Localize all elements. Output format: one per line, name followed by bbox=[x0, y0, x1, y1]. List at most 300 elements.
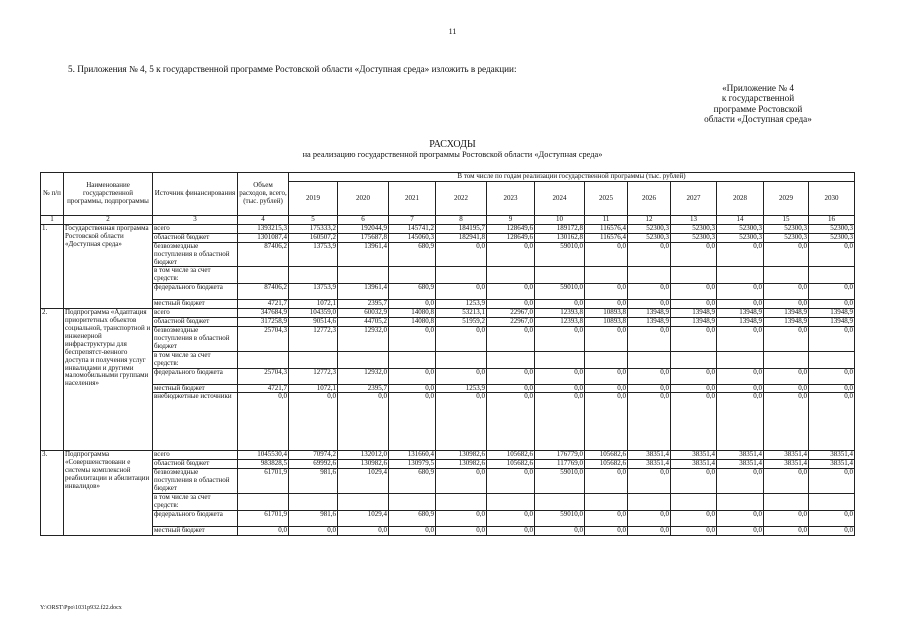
funding-source: федерального бюджета bbox=[153, 284, 238, 300]
year-value: 105682,6 bbox=[487, 451, 535, 460]
page-number: 11 bbox=[448, 27, 457, 36]
row-number: 2. bbox=[41, 309, 64, 451]
column-number: 8 bbox=[436, 216, 487, 225]
appendix-line: к государственной bbox=[721, 93, 795, 104]
year-value: 0,0 bbox=[764, 300, 809, 309]
header-year: 2026 bbox=[628, 182, 671, 216]
year-value: 0,0 bbox=[585, 393, 628, 451]
column-number: 13 bbox=[671, 216, 717, 225]
funding-source: безвозмездные поступления в областной бюджет bbox=[153, 469, 238, 494]
table-row bbox=[41, 326, 855, 351]
file-path-footer: Y:\ORST\Ppo\1031p932.f22.docx bbox=[40, 605, 122, 611]
funding-source: местный бюджет bbox=[153, 526, 238, 535]
total-value bbox=[238, 351, 289, 368]
year-value: 0,0 bbox=[585, 510, 628, 526]
year-value bbox=[338, 351, 389, 368]
funding-source: всего bbox=[153, 451, 238, 460]
funding-source: областной бюджет bbox=[153, 460, 238, 469]
year-value: 0,0 bbox=[535, 526, 585, 535]
year-value: 0,0 bbox=[585, 326, 628, 351]
year-value: 981,6 bbox=[289, 510, 338, 526]
program-name: Подпрограмма «Адаптация приоритетных объектов социальной, транспортной и инженерной инфраструктуры для беспрепятст-венного доступа и получения услуг инвалидами и другими маломобильными группами населения» bbox=[64, 309, 153, 451]
header-year: 2022 bbox=[436, 182, 487, 216]
column-number: 3 bbox=[153, 216, 238, 225]
year-value: 52300,3 bbox=[628, 233, 671, 242]
year-value: 0,0 bbox=[671, 469, 717, 494]
year-value bbox=[717, 351, 764, 368]
total-value: 347684,9 bbox=[238, 309, 289, 318]
program-name: Государственная программа Ростовской области «Доступная среда» bbox=[64, 224, 153, 308]
year-value: 130982,6 bbox=[436, 451, 487, 460]
year-value bbox=[628, 493, 671, 510]
year-value: 52300,3 bbox=[809, 233, 855, 242]
year-value: 175333,2 bbox=[289, 224, 338, 233]
appendix-line: области «Доступная среда» bbox=[704, 114, 812, 125]
year-value: 0,0 bbox=[717, 284, 764, 300]
year-value: 0,0 bbox=[535, 326, 585, 351]
year-value: 0,0 bbox=[628, 284, 671, 300]
year-value: 0,0 bbox=[671, 393, 717, 451]
year-value: 0,0 bbox=[585, 384, 628, 393]
column-number: 9 bbox=[487, 216, 535, 225]
year-value: 0,0 bbox=[487, 300, 535, 309]
total-value: 4721,7 bbox=[238, 384, 289, 393]
year-value: 13948,9 bbox=[764, 318, 809, 327]
table-row bbox=[41, 469, 855, 494]
year-value: 38351,4 bbox=[628, 451, 671, 460]
total-value: 983828,5 bbox=[238, 460, 289, 469]
year-value bbox=[389, 267, 436, 284]
year-value: 13948,9 bbox=[628, 318, 671, 327]
year-value: 69992,6 bbox=[289, 460, 338, 469]
year-value: 0,0 bbox=[487, 469, 535, 494]
year-value: 160507,2 bbox=[289, 233, 338, 242]
total-value bbox=[238, 493, 289, 510]
year-value: 0,0 bbox=[809, 510, 855, 526]
year-value bbox=[289, 493, 338, 510]
program-name: Подпрограмма «Совершенствовани е системы комплексной реабилитации и абилитации инвалидов» bbox=[64, 451, 153, 535]
year-value: 0,0 bbox=[338, 526, 389, 535]
year-value: 0,0 bbox=[671, 284, 717, 300]
year-value bbox=[671, 493, 717, 510]
year-value: 14080,8 bbox=[389, 318, 436, 327]
column-number: 7 bbox=[389, 216, 436, 225]
year-value: 0,0 bbox=[717, 393, 764, 451]
year-value: 0,0 bbox=[671, 384, 717, 393]
year-value: 175687,8 bbox=[338, 233, 389, 242]
year-value bbox=[436, 267, 487, 284]
year-value: 0,0 bbox=[764, 469, 809, 494]
year-value: 0,0 bbox=[717, 526, 764, 535]
column-number: 15 bbox=[764, 216, 809, 225]
year-value: 0,0 bbox=[671, 326, 717, 351]
year-value: 182941,8 bbox=[436, 233, 487, 242]
year-value bbox=[436, 493, 487, 510]
year-value: 680,9 bbox=[389, 284, 436, 300]
year-value: 0,0 bbox=[289, 526, 338, 535]
year-value: 0,0 bbox=[535, 384, 585, 393]
column-number: 12 bbox=[628, 216, 671, 225]
header-year: 2025 bbox=[585, 182, 628, 216]
year-value: 59010,0 bbox=[535, 284, 585, 300]
year-value bbox=[717, 267, 764, 284]
year-value: 38351,4 bbox=[809, 460, 855, 469]
year-value: 0,0 bbox=[585, 368, 628, 384]
year-value: 2395,7 bbox=[338, 300, 389, 309]
header-no: № п/п bbox=[41, 173, 64, 216]
year-value: 52300,3 bbox=[809, 224, 855, 233]
table-row bbox=[41, 267, 855, 284]
year-value: 70974,2 bbox=[289, 451, 338, 460]
funding-source: областной бюджет bbox=[153, 233, 238, 242]
year-value: 0,0 bbox=[764, 384, 809, 393]
funding-source: областной бюджет bbox=[153, 318, 238, 327]
year-value: 59010,0 bbox=[535, 469, 585, 494]
column-number: 1 bbox=[41, 216, 64, 225]
year-value: 0,0 bbox=[389, 526, 436, 535]
year-value bbox=[289, 267, 338, 284]
funding-source: в том числе за счет средств: bbox=[153, 493, 238, 510]
year-value: 0,0 bbox=[535, 393, 585, 451]
year-value: 0,0 bbox=[389, 384, 436, 393]
year-value: 0,0 bbox=[671, 526, 717, 535]
year-value bbox=[338, 267, 389, 284]
year-value bbox=[628, 267, 671, 284]
year-value: 0,0 bbox=[487, 384, 535, 393]
year-value: 44705,2 bbox=[338, 318, 389, 327]
year-value: 0,0 bbox=[764, 510, 809, 526]
year-value: 0,0 bbox=[389, 300, 436, 309]
year-value: 0,0 bbox=[717, 384, 764, 393]
year-value: 0,0 bbox=[628, 393, 671, 451]
intro-text: 5. Приложения № 4, 5 к государственной программе Ростовской области «Доступная среда» изложить в редакции: bbox=[68, 64, 517, 74]
table-row bbox=[41, 510, 855, 526]
total-value: 61701,9 bbox=[238, 469, 289, 494]
doc-title: РАСХОДЫ bbox=[429, 139, 476, 150]
year-value: 13948,9 bbox=[809, 309, 855, 318]
total-value: 87406,2 bbox=[238, 242, 289, 267]
doc-subtitle: на реализацию государственной программы Ростовской области «Доступная среда» bbox=[302, 150, 603, 159]
year-value: 0,0 bbox=[585, 469, 628, 494]
funding-source: безвозмездные поступления в областной бюджет bbox=[153, 326, 238, 351]
year-value: 1029,4 bbox=[338, 469, 389, 494]
funding-source: местный бюджет bbox=[153, 384, 238, 393]
table-row bbox=[41, 393, 855, 451]
year-value: 116576,4 bbox=[585, 224, 628, 233]
year-value: 0,0 bbox=[436, 510, 487, 526]
year-value: 14080,8 bbox=[389, 309, 436, 318]
table-row bbox=[41, 318, 855, 327]
year-value: 0,0 bbox=[535, 368, 585, 384]
header-year: 2027 bbox=[671, 182, 717, 216]
year-value bbox=[389, 493, 436, 510]
year-value: 22967,0 bbox=[487, 309, 535, 318]
year-value: 51959,2 bbox=[436, 318, 487, 327]
table-row bbox=[41, 451, 855, 460]
year-value: 59010,0 bbox=[535, 242, 585, 267]
year-value: 53213,1 bbox=[436, 309, 487, 318]
year-value bbox=[764, 351, 809, 368]
year-value: 0,0 bbox=[671, 510, 717, 526]
year-value: 22967,0 bbox=[487, 318, 535, 327]
year-value: 38351,4 bbox=[717, 451, 764, 460]
year-value: 1029,4 bbox=[338, 510, 389, 526]
year-value: 59010,0 bbox=[535, 510, 585, 526]
year-value: 105682,6 bbox=[585, 460, 628, 469]
table-row bbox=[41, 300, 855, 309]
year-value bbox=[535, 267, 585, 284]
total-value: 1393215,3 bbox=[238, 224, 289, 233]
year-value bbox=[389, 351, 436, 368]
year-value: 13948,9 bbox=[717, 309, 764, 318]
total-value: 317258,9 bbox=[238, 318, 289, 327]
year-value: 13961,4 bbox=[338, 284, 389, 300]
total-value: 4721,7 bbox=[238, 300, 289, 309]
year-value: 0,0 bbox=[809, 368, 855, 384]
table-row bbox=[41, 224, 855, 233]
year-value: 0,0 bbox=[436, 526, 487, 535]
year-value: 145060,3 bbox=[389, 233, 436, 242]
year-value: 0,0 bbox=[436, 326, 487, 351]
year-value: 52300,3 bbox=[671, 233, 717, 242]
year-value: 90514,6 bbox=[289, 318, 338, 327]
year-value: 128649,6 bbox=[487, 224, 535, 233]
year-value: 0,0 bbox=[487, 326, 535, 351]
year-value: 131660,4 bbox=[389, 451, 436, 460]
table-row bbox=[41, 242, 855, 267]
year-value: 0,0 bbox=[628, 300, 671, 309]
year-value: 0,0 bbox=[809, 300, 855, 309]
year-value: 13948,9 bbox=[628, 309, 671, 318]
table-row bbox=[41, 368, 855, 384]
header-year: 2028 bbox=[717, 182, 764, 216]
year-value: 189172,8 bbox=[535, 224, 585, 233]
header-row bbox=[41, 173, 855, 182]
year-value bbox=[628, 351, 671, 368]
column-number: 4 bbox=[238, 216, 289, 225]
funding-source: в том числе за счет средств: bbox=[153, 267, 238, 284]
appendix-line: программе Ростовской bbox=[713, 103, 803, 114]
year-value bbox=[535, 493, 585, 510]
year-value: 13753,9 bbox=[289, 242, 338, 267]
total-value: 1045530,4 bbox=[238, 451, 289, 460]
year-value bbox=[436, 351, 487, 368]
table-row bbox=[41, 493, 855, 510]
year-value: 1253,9 bbox=[436, 384, 487, 393]
year-value: 0,0 bbox=[764, 326, 809, 351]
year-value: 0,0 bbox=[764, 368, 809, 384]
year-value: 13948,9 bbox=[764, 309, 809, 318]
year-value: 0,0 bbox=[487, 393, 535, 451]
funding-source: в том числе за счет средств: bbox=[153, 351, 238, 368]
table-row bbox=[41, 233, 855, 242]
year-value: 38351,4 bbox=[671, 460, 717, 469]
column-number: 11 bbox=[585, 216, 628, 225]
year-value bbox=[585, 493, 628, 510]
total-value: 87406,2 bbox=[238, 284, 289, 300]
year-value: 0,0 bbox=[671, 300, 717, 309]
year-value: 0,0 bbox=[436, 469, 487, 494]
year-value: 0,0 bbox=[585, 526, 628, 535]
year-value: 0,0 bbox=[809, 284, 855, 300]
year-value: 0,0 bbox=[436, 393, 487, 451]
year-value: 13961,4 bbox=[338, 242, 389, 267]
table-row bbox=[41, 460, 855, 469]
year-value: 0,0 bbox=[487, 510, 535, 526]
year-value: 0,0 bbox=[389, 393, 436, 451]
year-value: 0,0 bbox=[717, 510, 764, 526]
year-value: 52300,3 bbox=[764, 224, 809, 233]
header-source: Источник финансирования bbox=[153, 173, 238, 216]
funding-source: местный бюджет bbox=[153, 300, 238, 309]
year-value: 0,0 bbox=[338, 393, 389, 451]
year-value: 12932,0 bbox=[338, 368, 389, 384]
year-value: 0,0 bbox=[809, 393, 855, 451]
year-value: 0,0 bbox=[628, 326, 671, 351]
column-number: 10 bbox=[535, 216, 585, 225]
year-value: 0,0 bbox=[628, 469, 671, 494]
year-value: 0,0 bbox=[628, 368, 671, 384]
table-row bbox=[41, 284, 855, 300]
year-value bbox=[671, 267, 717, 284]
funding-source: внебюджетные источники bbox=[153, 393, 238, 451]
year-value: 0,0 bbox=[389, 368, 436, 384]
year-value: 0,0 bbox=[628, 384, 671, 393]
year-value: 0,0 bbox=[585, 242, 628, 267]
total-value: 0,0 bbox=[238, 526, 289, 535]
year-value: 117769,0 bbox=[535, 460, 585, 469]
year-value: 0,0 bbox=[764, 242, 809, 267]
year-value: 0,0 bbox=[809, 384, 855, 393]
year-value: 38351,4 bbox=[628, 460, 671, 469]
expenses-table bbox=[40, 172, 855, 536]
year-value: 0,0 bbox=[764, 393, 809, 451]
year-value: 0,0 bbox=[585, 300, 628, 309]
year-value: 176779,0 bbox=[535, 451, 585, 460]
column-number: 14 bbox=[717, 216, 764, 225]
year-value bbox=[809, 493, 855, 510]
year-value: 38351,4 bbox=[764, 460, 809, 469]
funding-source: безвозмездные поступления в областной бюджет bbox=[153, 242, 238, 267]
year-value: 0,0 bbox=[389, 326, 436, 351]
year-value: 184195,7 bbox=[436, 224, 487, 233]
year-value: 130979,5 bbox=[389, 460, 436, 469]
year-value: 0,0 bbox=[628, 242, 671, 267]
column-number-row bbox=[41, 216, 855, 225]
funding-source: всего bbox=[153, 309, 238, 318]
year-value: 680,9 bbox=[389, 469, 436, 494]
total-value: 1301087,4 bbox=[238, 233, 289, 242]
total-value: 25704,3 bbox=[238, 368, 289, 384]
year-value: 52300,3 bbox=[764, 233, 809, 242]
year-value: 12772,3 bbox=[289, 368, 338, 384]
year-value: 105682,6 bbox=[585, 451, 628, 460]
funding-source: федерального бюджета bbox=[153, 368, 238, 384]
year-value: 0,0 bbox=[717, 300, 764, 309]
year-value: 0,0 bbox=[628, 526, 671, 535]
row-number: 1. bbox=[41, 224, 64, 308]
year-value: 10893,8 bbox=[585, 309, 628, 318]
year-value: 0,0 bbox=[717, 326, 764, 351]
header-years-group: В том числе по годам реализации государственной программы (тыс. рублей) bbox=[289, 173, 855, 182]
year-value: 116576,4 bbox=[585, 233, 628, 242]
year-value bbox=[764, 267, 809, 284]
year-value bbox=[289, 351, 338, 368]
year-value bbox=[585, 351, 628, 368]
year-value: 0,0 bbox=[809, 326, 855, 351]
appendix-caption bbox=[678, 83, 838, 125]
year-value: 12932,0 bbox=[338, 326, 389, 351]
year-value: 680,9 bbox=[389, 510, 436, 526]
year-value: 0,0 bbox=[585, 284, 628, 300]
year-value bbox=[535, 351, 585, 368]
year-value: 2395,7 bbox=[338, 384, 389, 393]
year-value bbox=[671, 351, 717, 368]
year-value: 0,0 bbox=[717, 469, 764, 494]
year-value: 38351,4 bbox=[809, 451, 855, 460]
year-value: 104359,0 bbox=[289, 309, 338, 318]
year-value: 0,0 bbox=[436, 368, 487, 384]
year-value bbox=[338, 493, 389, 510]
year-value: 52300,3 bbox=[717, 224, 764, 233]
table-row bbox=[41, 309, 855, 318]
column-number: 16 bbox=[809, 216, 855, 225]
year-value: 0,0 bbox=[628, 510, 671, 526]
year-value: 38351,4 bbox=[717, 460, 764, 469]
year-value: 10893,8 bbox=[585, 318, 628, 327]
year-value: 0,0 bbox=[289, 393, 338, 451]
header-name: Наименование государственной программы, подпрограммы bbox=[64, 173, 153, 216]
year-value: 13948,9 bbox=[671, 309, 717, 318]
year-value: 0,0 bbox=[487, 284, 535, 300]
table-row bbox=[41, 351, 855, 368]
total-value: 25704,3 bbox=[238, 326, 289, 351]
total-value: 0,0 bbox=[238, 393, 289, 451]
year-value: 12772,3 bbox=[289, 326, 338, 351]
year-value bbox=[809, 267, 855, 284]
year-value: 13948,9 bbox=[671, 318, 717, 327]
year-value: 1253,9 bbox=[436, 300, 487, 309]
year-value: 145741,2 bbox=[389, 224, 436, 233]
year-value: 1072,1 bbox=[289, 300, 338, 309]
column-number: 5 bbox=[289, 216, 338, 225]
year-value: 12393,8 bbox=[535, 309, 585, 318]
column-number: 2 bbox=[64, 216, 153, 225]
header-year: 2029 bbox=[764, 182, 809, 216]
year-value bbox=[487, 267, 535, 284]
header-year: 2024 bbox=[535, 182, 585, 216]
year-value: 12393,8 bbox=[535, 318, 585, 327]
year-value: 0,0 bbox=[487, 242, 535, 267]
year-value: 105682,6 bbox=[487, 460, 535, 469]
year-value bbox=[809, 351, 855, 368]
year-value bbox=[585, 267, 628, 284]
year-value: 13753,9 bbox=[289, 284, 338, 300]
year-value: 0,0 bbox=[436, 284, 487, 300]
funding-source: всего bbox=[153, 224, 238, 233]
year-value: 0,0 bbox=[671, 242, 717, 267]
table-row bbox=[41, 384, 855, 393]
year-value: 38351,4 bbox=[764, 451, 809, 460]
year-value bbox=[487, 493, 535, 510]
header-year: 2030 bbox=[809, 182, 855, 216]
year-value: 38351,4 bbox=[671, 451, 717, 460]
year-value: 0,0 bbox=[671, 368, 717, 384]
header-volume: Объем расходов, всего, (тыс. рублей) bbox=[238, 173, 289, 216]
year-value: 1072,1 bbox=[289, 384, 338, 393]
header-year: 2021 bbox=[389, 182, 436, 216]
column-number: 6 bbox=[338, 216, 389, 225]
